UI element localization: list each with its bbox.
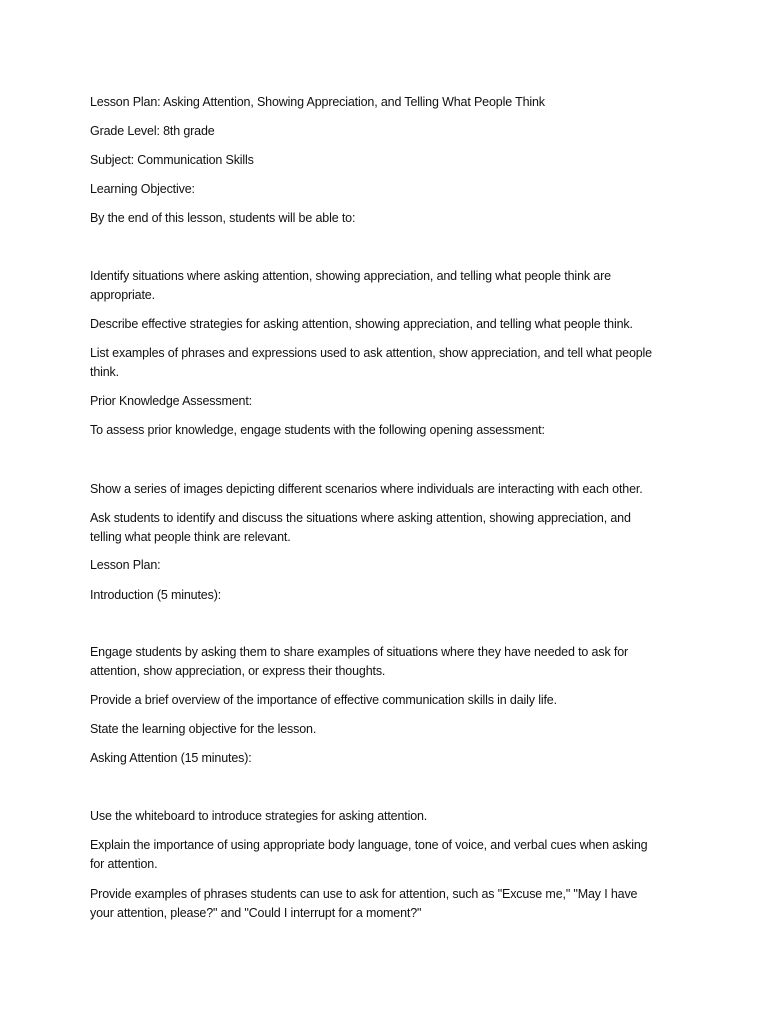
lesson-plan-heading: Lesson Plan: [90,558,161,572]
objective-item-line: Identify situations where asking attention, showing appreciation, and telling what people think are [90,269,611,283]
prior-knowledge-intro: To assess prior knowledge, engage students with the following opening assessment: [90,423,545,437]
subject: Subject: Communication Skills [90,153,254,167]
objective-item-line: List examples of phrases and expressions used to ask attention, show appreciation, and tell what people [90,346,652,360]
introduction-item-line: State the learning objective for the lesson. [90,722,317,736]
assessment-item-line: Show a series of images depicting different scenarios where individuals are interacting with each other. [90,482,643,496]
objective-item-line: appropriate. [90,288,155,302]
objective-item-line: think. [90,365,119,379]
asking-attention-heading: Asking Attention (15 minutes): [90,751,252,765]
asking-attention-item-line: Explain the importance of using appropriate body language, tone of voice, and verbal cues when asking [90,838,648,852]
introduction-heading: Introduction (5 minutes): [90,588,222,602]
grade-level: Grade Level: 8th grade [90,124,215,138]
objective-intro: By the end of this lesson, students will be able to: [90,211,356,225]
asking-attention-item-line: Provide examples of phrases students can use to ask for attention, such as "Excuse me," "May I have [90,887,638,901]
asking-attention-item-line: for attention. [90,857,158,871]
asking-attention-item-line: your attention, please?" and "Could I interrupt for a moment?" [90,906,422,920]
learning-objective-heading: Learning Objective: [90,182,195,196]
introduction-item-line: attention, show appreciation, or express their thoughts. [90,664,386,678]
introduction-item-line: Engage students by asking them to share examples of situations where they have needed to ask for [90,645,629,659]
objective-item-line: Describe effective strategies for asking attention, showing appreciation, and telling what people think. [90,317,633,331]
assessment-item-line: telling what people think are relevant. [90,530,291,544]
introduction-item-line: Provide a brief overview of the importance of effective communication skills in daily life. [90,693,557,707]
prior-knowledge-heading: Prior Knowledge Assessment: [90,394,253,408]
asking-attention-item-line: Use the whiteboard to introduce strategies for asking attention. [90,809,428,823]
assessment-item-line: Ask students to identify and discuss the situations where asking attention, showing appreciation, and [90,511,631,525]
document-title: Lesson Plan: Asking Attention, Showing Appreciation, and Telling What People Think [90,95,545,109]
